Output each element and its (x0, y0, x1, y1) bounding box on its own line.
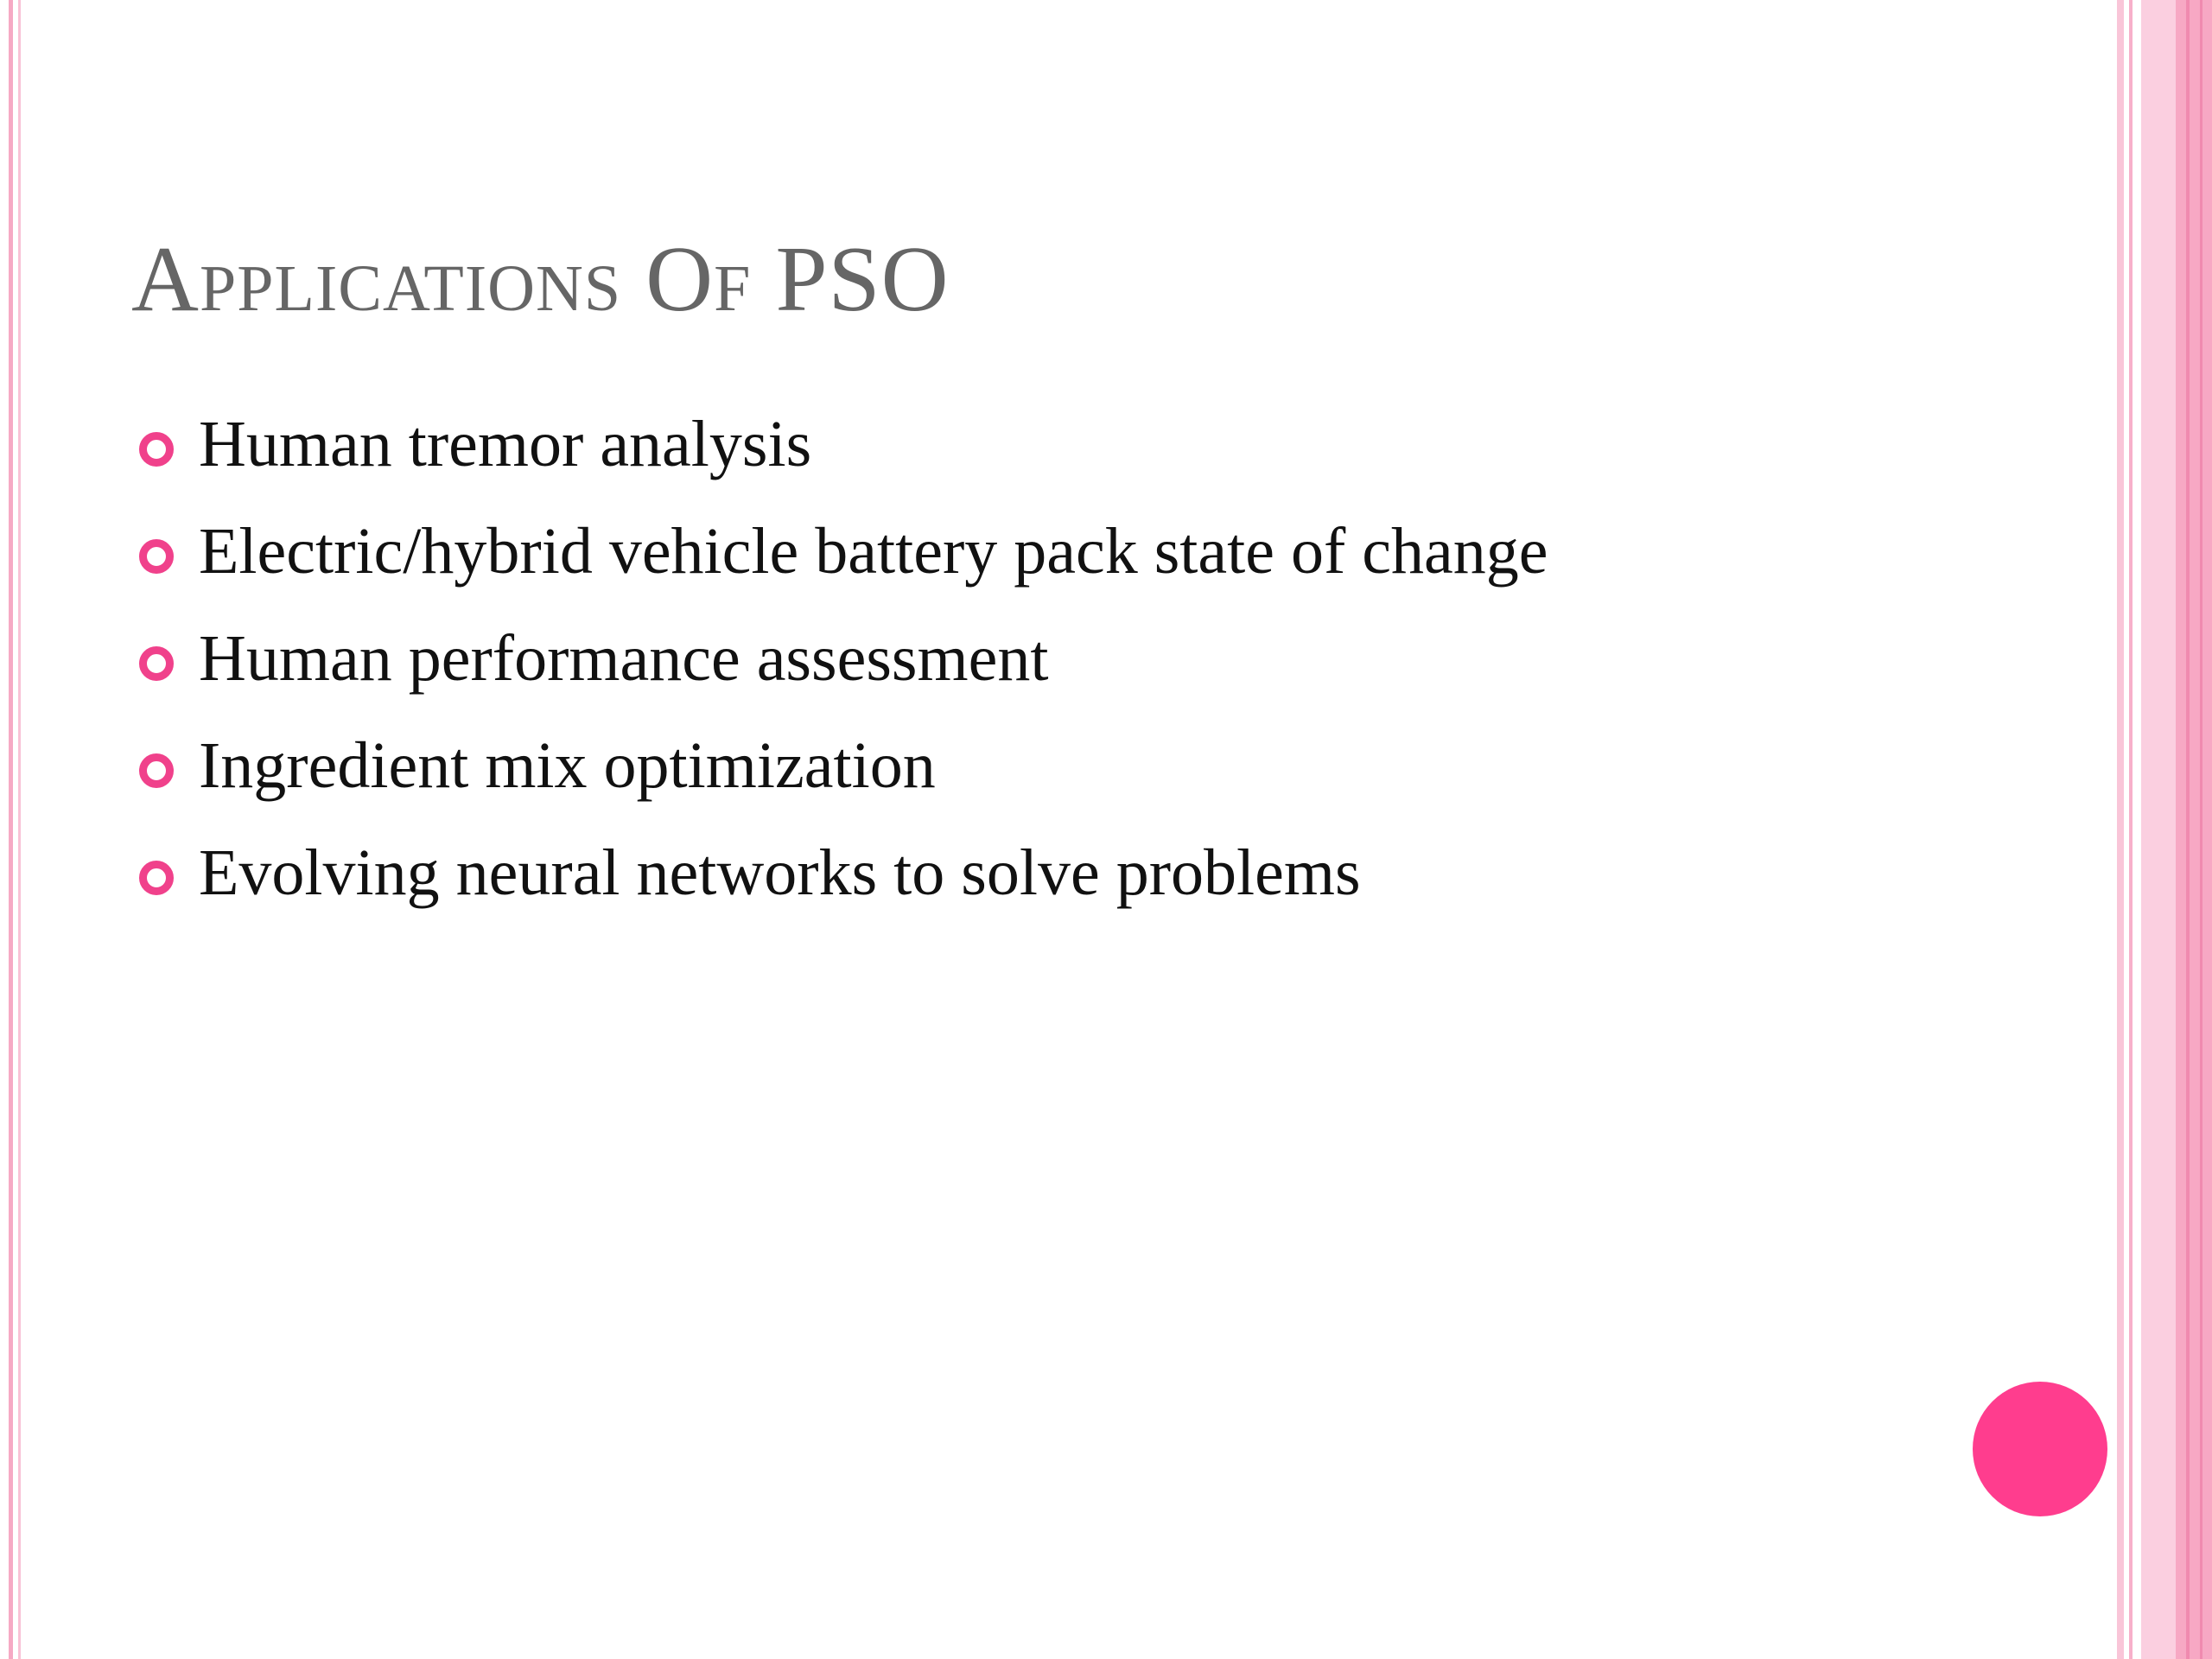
bullet-item (130, 613, 1771, 703)
bullet-text: Human performance assessment (199, 622, 1049, 695)
pink-circle-icon (1973, 1382, 2107, 1516)
right-decorative-band (2117, 0, 2212, 1659)
slide-title: Applications Of PSO (131, 228, 950, 331)
bullet-text: Ingredient mix optimization (199, 729, 936, 802)
ring-bullet-icon (139, 646, 174, 681)
bullet-item (130, 506, 1771, 596)
right-band-stripe (2141, 0, 2176, 1659)
bullet-list (130, 399, 1771, 935)
right-band-stripe (2186, 0, 2190, 1659)
left-border-line (18, 0, 21, 1659)
right-band-stripe (2200, 0, 2202, 1659)
ring-bullet-icon (139, 861, 174, 895)
right-band-stripe (2129, 0, 2133, 1659)
right-band-stripe (2176, 0, 2212, 1659)
right-band-stripe (2117, 0, 2124, 1659)
ring-bullet-icon (139, 753, 174, 788)
bullet-text: Human tremor analysis (199, 408, 812, 480)
left-border-line (9, 0, 13, 1659)
ring-bullet-icon (139, 539, 174, 574)
ring-bullet-icon (139, 432, 174, 467)
bullet-item (130, 721, 1771, 810)
bullet-text: Evolving neural networks to solve problems (199, 836, 1361, 909)
bullet-text: Electric/hybrid vehicle battery pack state of change (199, 515, 1548, 588)
bullet-item (130, 399, 1771, 489)
bullet-item (130, 828, 1771, 918)
